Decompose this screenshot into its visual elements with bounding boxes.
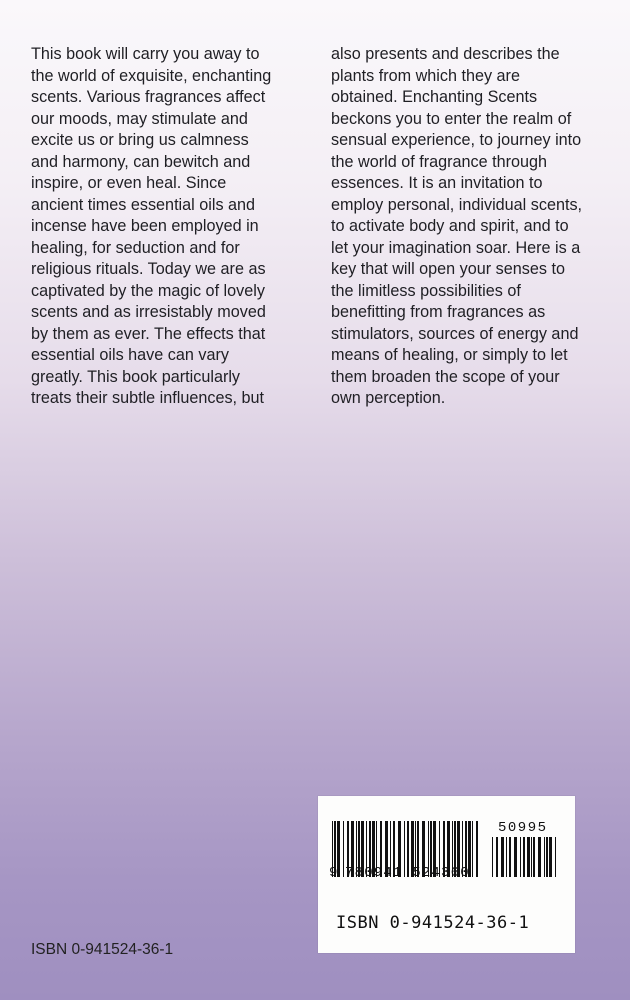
blurb-line: essences. It is an invitation to bbox=[331, 174, 543, 192]
barcode-bar bbox=[546, 837, 548, 877]
blurb-line: the limitless possibilities of bbox=[331, 281, 521, 300]
barcode-bar bbox=[496, 837, 498, 877]
blurb-line: excite us or bring us calmness bbox=[31, 131, 249, 149]
blurb-line: beckons you to enter the realm of bbox=[331, 109, 572, 128]
blurb-line: scents and as irresistably moved bbox=[31, 303, 266, 321]
barcode-bar bbox=[514, 837, 517, 877]
blurb-line: our moods, may stimulate and bbox=[31, 109, 248, 128]
barcode-bar bbox=[544, 837, 545, 877]
blurb-line: the world of exquisite, enchanting bbox=[31, 66, 272, 85]
blurb-line: healing, for seduction and for bbox=[31, 238, 240, 257]
blurb-line: scents. Various fragrances affect bbox=[31, 88, 266, 106]
blurb-line: benefitting from fragrances as bbox=[331, 303, 546, 321]
blurb-line: own perception. bbox=[331, 389, 446, 407]
ean-first-digit: 9 bbox=[329, 865, 338, 881]
barcode-bar bbox=[531, 837, 532, 877]
blurb-line: key that will open your senses to bbox=[331, 260, 565, 278]
barcode-bar bbox=[472, 821, 473, 877]
blurb-line: to activate body and spirit, and to bbox=[331, 217, 569, 235]
blurb-line: plants from which they are bbox=[331, 66, 520, 85]
footer-isbn: ISBN 0-941524-36-1 bbox=[31, 941, 174, 958]
barcode-bar bbox=[523, 837, 525, 877]
barcode-bar bbox=[337, 821, 340, 877]
blurb-line: incense have been employed in bbox=[31, 217, 259, 235]
blurb-right-column bbox=[331, 44, 591, 410]
price-addon-digits: 50995 bbox=[498, 820, 548, 836]
barcode-bar bbox=[343, 821, 344, 877]
blurb-line: inspire, or even heal. Since bbox=[31, 174, 227, 192]
blurb-line: them broaden the scope of your bbox=[331, 367, 560, 386]
blurb-line: ancient times essential oils and bbox=[31, 195, 256, 214]
blurb-line: and harmony, can bewitch and bbox=[31, 152, 251, 171]
barcode-bar bbox=[501, 837, 504, 877]
blurb-line: sensual experience, to journey into bbox=[331, 131, 582, 149]
blurb-line: employ personal, individual scents, bbox=[331, 195, 583, 214]
barcode-bar bbox=[506, 837, 507, 877]
barcode-bar bbox=[527, 837, 530, 877]
blurb-text bbox=[31, 44, 591, 410]
barcode-bar bbox=[492, 837, 493, 877]
blurb-line: also presents and describes the bbox=[331, 45, 560, 63]
ean-digits: 780941 524360 bbox=[345, 865, 470, 881]
blurb-line: treats their subtle influences, but bbox=[31, 389, 265, 407]
blurb-line: stimulators, sources of energy and bbox=[331, 324, 579, 343]
barcode-bar bbox=[509, 837, 511, 877]
blurb-line: let your imagination soar. Here is a bbox=[331, 238, 581, 257]
blurb-line: essential oils have can vary bbox=[31, 346, 229, 364]
barcode-bar bbox=[549, 837, 552, 877]
barcode-bar bbox=[555, 837, 556, 877]
blurb-left-column bbox=[31, 44, 288, 410]
blurb-line: This book will carry you away to bbox=[31, 45, 260, 63]
blurb-line: means of healing, or simply to let bbox=[331, 346, 568, 364]
blurb-line: greatly. This book particularly bbox=[31, 367, 241, 386]
blurb-line: by them as ever. The effects that bbox=[31, 324, 266, 343]
blurb-line: obtained. Enchanting Scents bbox=[331, 88, 538, 106]
blurb-line: the world of fragrance through bbox=[331, 152, 547, 171]
barcode-bar bbox=[538, 837, 541, 877]
barcode-isbn: ISBN 0-941524-36-1 bbox=[336, 913, 530, 933]
barcode-bar bbox=[533, 837, 535, 877]
barcode-bar bbox=[476, 821, 478, 877]
blurb-line: captivated by the magic of lovely bbox=[31, 281, 265, 300]
blurb-line: religious rituals. Today we are as bbox=[31, 260, 266, 278]
barcode-label bbox=[318, 796, 575, 953]
barcode-bar bbox=[520, 837, 521, 877]
